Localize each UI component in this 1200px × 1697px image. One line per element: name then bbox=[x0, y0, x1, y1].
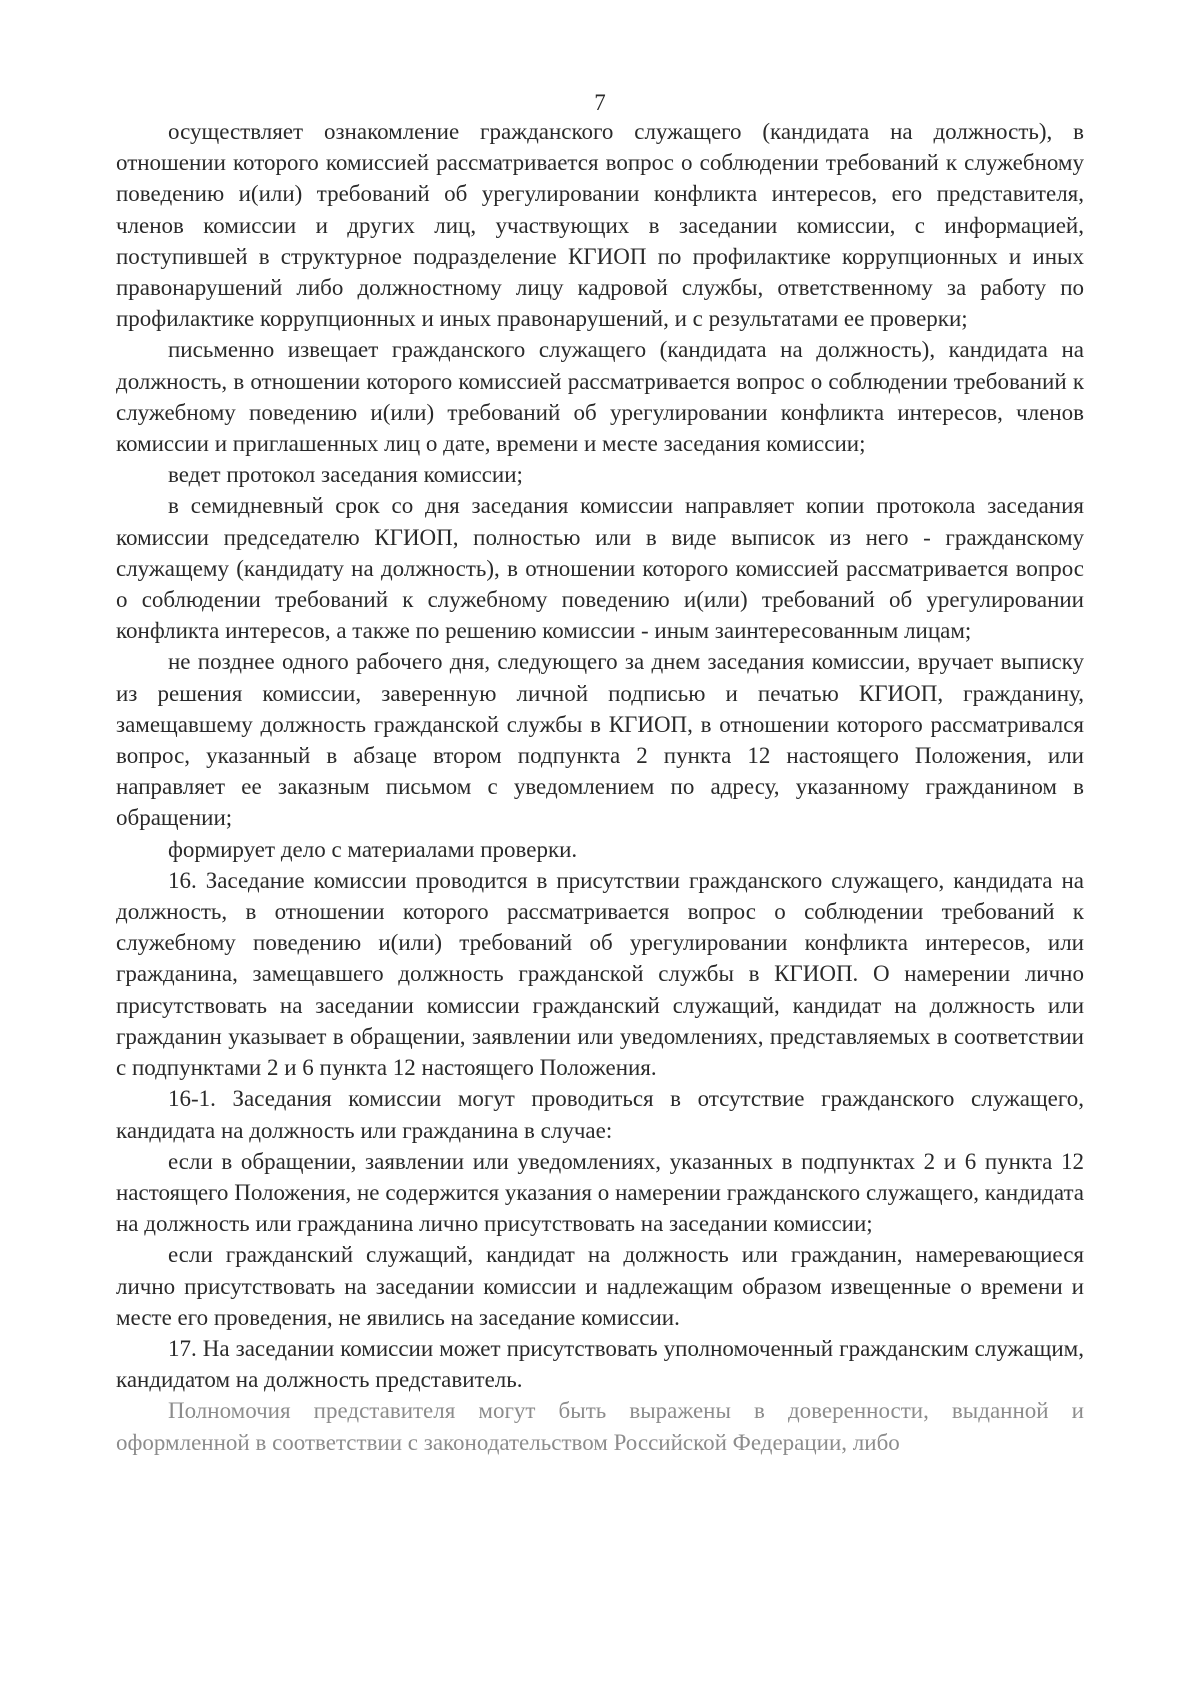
page-number: 7 bbox=[594, 90, 606, 115]
paragraph-familiarization: осуществляет ознакомление гражданского служащего (кандидата на должность), в отношении которого комиссией рассматривается вопрос о соблюдении требований к служебному поведению и(или) требований об урегулировании конфликта интересов, его представителя, членов комиссии и других лиц, участвующих в заседании комиссии, с информацией, поступившей в структурное подразделение КГИОП по профилактике коррупционных и иных правонарушений либо должностному лицу кадровой службы, ответственному за работу по профилактике коррупционных и иных правонарушений, и с результатами ее проверки; bbox=[116, 119, 1084, 332]
paragraph-clause-16: 16. Заседание комиссии проводится в присутствии гражданского служащего, кандидата на должность, в отношении которого рассматривается вопрос о соблюдении требований к служебному поведению и(или) требований об урегулировании конфликта интересов, или гражданина, замещавшего должность гражданской службы в КГИОП. О намерении лично присутствовать на заседании комиссии гражданский служащий, кандидат на должность или гражданин указывает в обращении, заявлении или уведомлениях, представляемых в соответствии с подпунктами 2 и 6 пункта 12 настоящего Положения. bbox=[116, 867, 1084, 1081]
paragraph-clause-16-1: 16-1. Заседания комиссии могут проводиться в отсутствие гражданского служащего, кандидата на должность или гражданина в случае: bbox=[116, 1086, 1084, 1143]
paragraph-no-intent: если в обращении, заявлении или уведомлениях, указанных в подпунктах 2 и 6 пункта 12 настоящего Положения, не содержится указания о намерении гражданского служащего, кандидата на должность или гражданина лично присутствовать на заседании комиссии; bbox=[116, 1148, 1084, 1237]
paragraph-protocol-copies: в семидневный срок со дня заседания комиссии направляет копии протокола заседания комиссии председателю КГИОП, полностью или в виде выписок из него - гражданскому служащему (кандидату на должность), в отношении которого комиссией рассматривается вопрос о соблюдении требований к служебному поведению и(или) требований об урегулировании конфликта интересов, а также по решению комиссии - иным заинтересованным лицам; bbox=[116, 493, 1084, 644]
paragraph-minutes: ведет протокол заседания комиссии; bbox=[168, 462, 523, 488]
paragraph-case-file: формирует дело с материалами проверки. bbox=[168, 836, 578, 862]
document-body bbox=[116, 116, 1084, 1458]
paragraph-written-notice: письменно извещает гражданского служащего (кандидата на должность), кандидата на должность, в отношении которого комиссией рассматривается вопрос о соблюдении требований к служебному поведению и(или) требований об урегулировании конфликта интересов, членов комиссии и приглашенных лиц о дате, времени и месте заседания комиссии; bbox=[116, 337, 1084, 457]
paragraph-clause-17: 17. На заседании комиссии может присутствовать уполномоченный гражданским служащим, кандидатом на должность представитель. bbox=[116, 1335, 1084, 1393]
paragraph-decision-extract: не позднее одного рабочего дня, следующего за днем заседания комиссии, вручает выписку из решения комиссии, заверенную личной подписью и печатью КГИОП, гражданину, замещавшему должность гражданской службы в КГИОП, в отношении которого рассматривался вопрос, указанный в абзаце втором подпункта 2 пункта 12 настоящего Положения, или направляет ее заказным письмом с уведомлением по адресу, указанному гражданином в обращении; bbox=[116, 649, 1084, 831]
paragraph-representative-powers: Полномочия представителя могут быть выражены в доверенности, выданной и оформленной в соответствии с законодательством Российской Федерации, либо bbox=[116, 1398, 1084, 1455]
paragraph-absent: если гражданский служащий, кандидат на должность или гражданин, намеревающиеся лично присутствовать на заседании комиссии и надлежащим образом извещенные о времени и месте его проведения, не явились на заседание комиссии. bbox=[116, 1242, 1084, 1330]
